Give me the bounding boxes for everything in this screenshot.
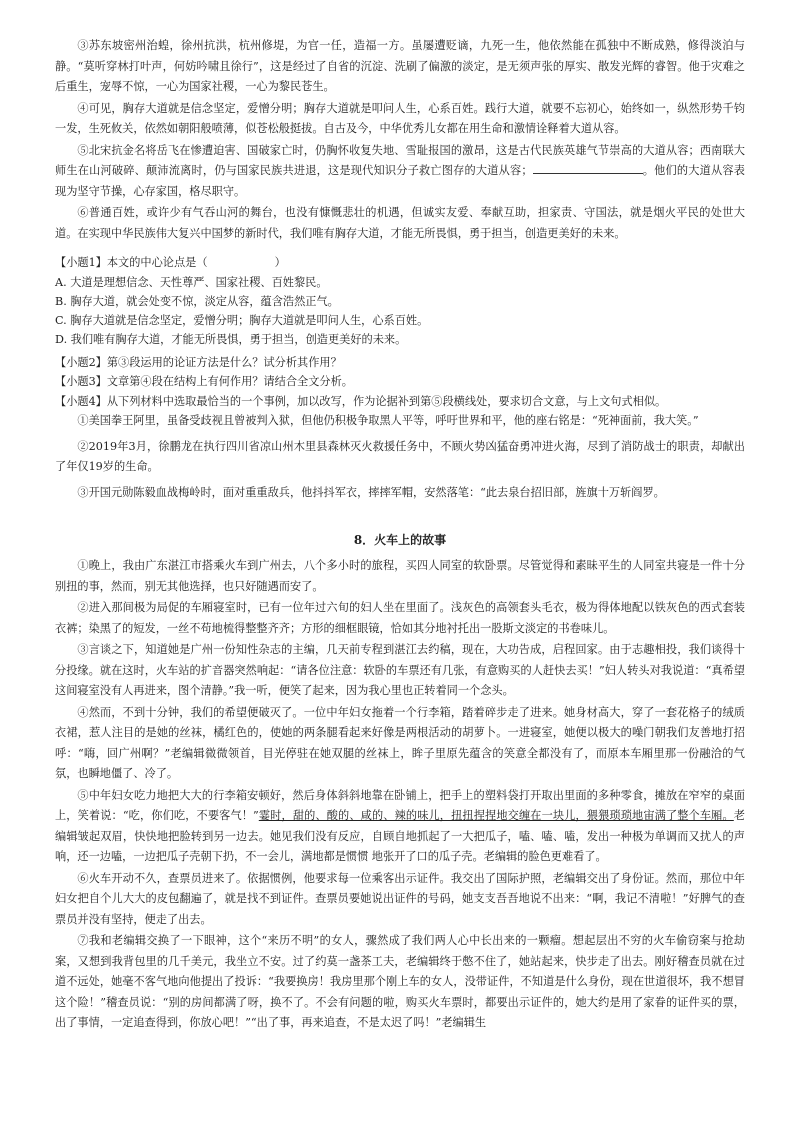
material-1: ①美国拳王阿里，虽备受歧视且曾被判入狱，但他仍积极争取黑人平等，呼吁世界和平，他的座右铭是：“死神面前，我大笑。” (77, 414, 699, 427)
story-paragraph-4: ④然而，不到十分钟，我们的希望便破灭了。一位中年妇女拖着一个行李箱，踏着碎步走了进来。她身材高大，穿了一套花格子的绒质衣裙，惹人注目的是她的丝袜，橘红色的，使她的两条腿看起来好像是两根活动的胡萝卜。一进寝室，她便以极大的噪门朝我们友善地打招呼：“嗨，回广州啊？”老编辑微微领首，目光停驻在她双腿的丝袜上，眸子里原先蕴含的笑意全都没有了，而原本车厢里那一份融洽的气氛，也瞬地僵了、冷了。 (55, 705, 745, 780)
paragraph-6: ⑥普通百姓，或许少有气吞山河的舞台，也没有慷慨悲壮的机遇，但诚实友爱、奉献互助，担家责、守国法，就是烟火平民的处世大道。在实现中华民族伟大复兴中国梦的新时代，我们唯有胸存大道，才能无所畏惧，勇于担当，创造更美好的未来。 (55, 206, 745, 240)
story-paragraph-7: ⑦我和老编辑交换了一下眼神，这个“来历不明”的女人，骤然成了我们两人心中长出来的一颗瘤。想起层出不穷的火车偷窃案与抢劫案，又想到我背包里的几千美元，我坐立不安。过了约莫一盏茶工夫，老编辑终于憋不住了，她站起来，快步走了出去。刚好稽查员就在过道不远处，她毫不客气地向他提出了投诉：“我要换房！我房里那个刚上车的女人，没带证件，不知道是什么身份，现在世道很坏，我不想冒这个险！”稽查员说：“别的房间都满了呀，换不了。不会有问题的啦，购买火车票时，都要出示证件的，她大约是用了家眷的证件买的票，出了事情，一定追查得到，你放心吧！”“出了事，再来追查，不是太迟了吗！”老编辑生 (55, 934, 745, 1029)
question-2: 【小题2】第③段运用的论证方法是什么？试分析其作用？ (55, 355, 342, 369)
paragraph-5 (55, 141, 745, 203)
option-a: A. 大道是理想信念、天性尊严、国家社稷、百姓黎民。 (55, 275, 328, 289)
document-page (55, 36, 745, 1035)
passage-2 (55, 530, 745, 1034)
underlined-sentence: 霎时，甜的、酸的、咸的、辣的味儿，扭扭捏捏地交缠在一块儿，猥猥琐琐地宙满了整个车厢。 (258, 809, 734, 822)
story-paragraph-5-tail: 老编辑皱起双眉，快快地把脸转到另一边去。她见我们没有反应，自顾自地抓起了一大把瓜子，嗑、嗑、嗑，发出一种极为单调而又扰人的声响，还一边嗑，一边把瓜子壳朝下扔，不一会儿，满地都是惯惯 地张开了口的瓜子壳。老编辑的脸色更难看了。 (55, 809, 745, 863)
fill-in-blank (533, 161, 643, 174)
story-paragraph-5-head: ⑤中年妇女吃力地把大大的行李箱安顿好，然后身体斜斜地靠在卧铺上，把手上的塑料袋打开取出里面的多种零食，摊放在窄窄的桌面上，笑着说：“吃，你们吃，不要客气！” (55, 788, 745, 822)
question-4: 【小题4】从下列材料中选取最恰当的一个事例，加以改写，作为论据补到第⑤段横线处，要求切合文意，与上文句式相似。 (55, 394, 667, 408)
paragraph-5-after: 。他们的大道从容表现为坚守节操，心存家国，格尽职守。 (55, 164, 745, 198)
question-3: 【小题3】文章第④段在结构上有何作用？请结合全文分析。 (55, 375, 353, 388)
option-c: C. 胸存大道就是信念坚定，爱憎分明；胸存大道就是叩问人生，心系百姓。 (55, 313, 429, 327)
passage-2-title: 8．火车上的故事 (353, 533, 447, 547)
paragraph-4: ④可见，胸存大道就是信念坚定，爱憎分明；胸存大道就是叩问人生，心系百姓。践行大道，就要不忘初心，始终如一，纵然形势千钧一发，生死攸关，依然如朝阳般喷薄，似苍松般挺拔。自古及今，中华优秀儿女都在用生命和激情诠释着大道从容。 (55, 101, 745, 135)
story-paragraph-1: ①晚上，我由广东湛江市搭乘火车到广州去，八个多小时的旅程，买四人同室的软卧票。尽管觉得和素昧平生的人同室共寝是一件十分别扭的事，然而，别无其他选择，也只好随遇而安了。 (55, 559, 745, 593)
question-1: 【小题1】本文的中心论点是（ ） (55, 256, 286, 269)
story-paragraph-2: ②进入那间极为局促的车厢寝室时，已有一位年过六旬的妇人坐在里面了。浅灰色的高领套头毛衣，极为得体地配以铁灰色的西式套装衣裤；染黑了的短发，一丝不苟地梳得整整齐齐；方形的细框眼镜，恰如其分地衬托出一股斯文淡定的书卷味儿。 (55, 601, 745, 635)
paragraph-3: ③苏东坡密州治蝗，徐州抗洪，杭州修堤，为官一任，造福一方。虽屡遭贬谪，九死一生，他依然能在孤独中不断成熟，修得淡泊与静。“莫听穿林打叶声，何妨吟啸且徐行”，这是经过了自省的沉淀、洗刷了偏激的淡定，是无须声张的厚实、散发光辉的睿智。他于灾难之后重生，宠辱不惊，一心为国家社稷，一心为黎民苍生。 (55, 39, 745, 93)
material-2: ②2019年3月，徐鹏龙在执行四川省凉山州木里县森林灭火救援任务中，不顾火势凶猛奋勇冲进火海，尽到了消防战士的职责，却献出了年仅19岁的生命。 (55, 439, 745, 473)
questions (55, 253, 745, 503)
passage-1 (55, 36, 745, 244)
story-paragraph-5 (55, 786, 745, 868)
material-3: ③开国元勋陈毅血战梅岭时，面对重重敌兵，他抖抖军衣，摔摔军帽，安然落笔：“此去泉台招旧部，旌旗十万斩阎罗。 (77, 485, 665, 499)
option-d: D. 我们唯有胸存大道，才能无所畏惧，勇于担当，创造更美好的未来。 (55, 332, 407, 346)
option-b: B. 胸存大道，就会处变不惊，淡定从容，蕴含浩然正气。 (55, 294, 339, 308)
paragraph-5-before: ⑤北宋抗金名将岳飞在惨遭迫害、国破家亡时，仍胸怀收复失地、雪耻报国的激昂，这是古代民族英雄气节崇高的大道从容；西南联大师生在山河破碎、颠沛流离时，仍与国家民族共进退，这是现代知识分子救亡图存的大道从容； (55, 143, 745, 177)
story-paragraph-6: ⑥火车开动不久，查票员进来了。依据惯例，他要求每一位乘客出示证件。我交出了国际护照，老编辑交出了身份证。然而，那位中年妇女把自个儿大大的皮包翻遍了，就是找不到证件。查票员要她说出证件的号码，她支支吾吾地说不出来：“啊，我记不清啦！”好脾气的查票员并没有坚持，便走了出去。 (55, 871, 745, 926)
story-paragraph-3: ③言谈之下，知道她是广州一份知性杂志的主编，几天前专程到湛江去约稿，现在，大功告成，启程回家。由于志趣相投，我们谈得十分投缘。就在这时，火车站的扩音器突然响起：“请各位注意：软卧的车票还有几张，有意购买的人赶快去买！”妇人转头对我说道：“真希望这间寝室没有人再进来，图个清静。”我一听，便笑了起来，因为我心里也正转着同一个念头。 (55, 643, 745, 697)
